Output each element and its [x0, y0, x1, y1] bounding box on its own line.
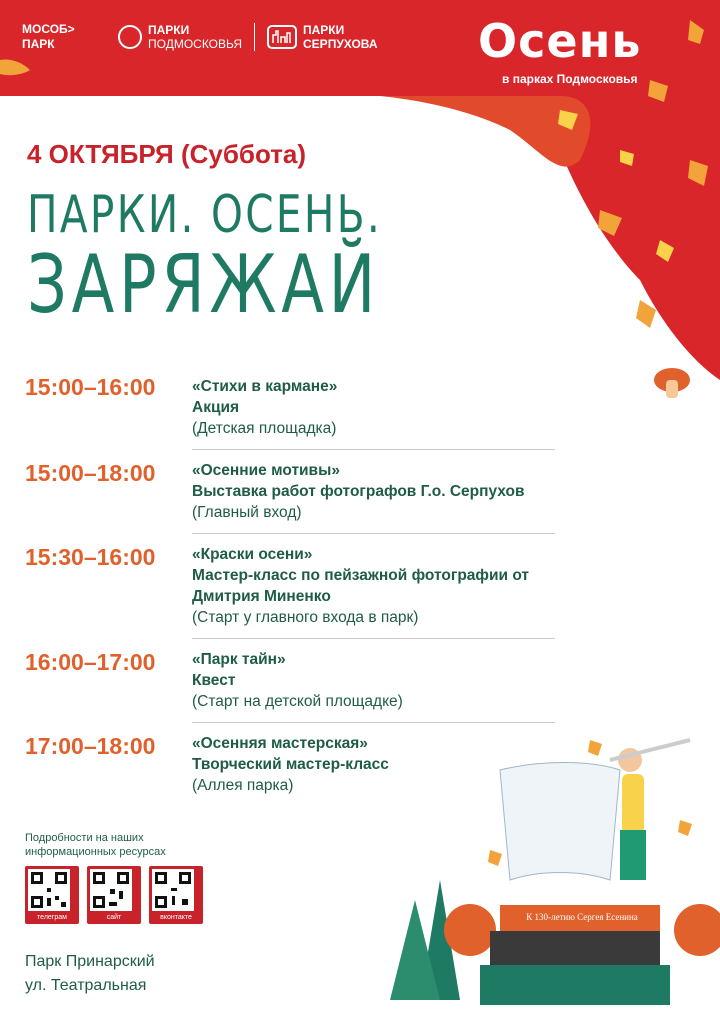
event-title: «Стихи в кармане» — [192, 378, 338, 395]
address — [25, 950, 155, 998]
address-park: Парк Принарский — [25, 953, 155, 970]
event-type: Мастер-класс по пейзажной фотографии от Дмитрия Миненко — [192, 567, 530, 605]
qr-code-icon — [90, 869, 132, 911]
event-type: Квест — [192, 672, 236, 689]
parks-logo-line2: ПОДМОСКОВЬЯ — [148, 37, 243, 51]
event-title: «Краски осени» — [192, 546, 313, 563]
event-time: 15:00–18:00 — [25, 460, 156, 486]
event-time: 15:30–16:00 — [25, 544, 156, 570]
qr-vkontakte[interactable] — [149, 866, 203, 924]
event-place: (Старт на детской площадке) — [192, 693, 403, 710]
city-skyline-icon — [267, 25, 297, 49]
address-street: ул. Театральная — [25, 977, 147, 994]
event-date: 4 ОКТЯБРЯ (Суббота) — [27, 139, 307, 169]
info-resources-title: Подробности на наших информационных ресурсах — [25, 832, 166, 858]
event-place: (Детская площадка) — [192, 420, 337, 437]
event-time: 17:00–18:00 — [25, 733, 156, 759]
qr-code-icon — [152, 869, 194, 911]
osen-subtitle: в парках Подмосковья — [502, 72, 638, 86]
headline-line1: ПАРКИ. ОСЕНЬ. — [27, 185, 383, 245]
qr-codes — [25, 866, 211, 924]
schedule-item — [25, 723, 555, 796]
schedule-item — [25, 639, 555, 722]
headline-line2: ЗАРЯЖАЙ — [27, 238, 381, 331]
parks-podmoskovya-logo — [118, 23, 242, 51]
schedule — [25, 374, 555, 796]
schedule-item — [25, 450, 555, 533]
mosobpark-logo-line2: ПАРК — [22, 37, 55, 51]
event-type: Творческий мастер-класс — [192, 756, 389, 773]
event-title: «Осенняя мастерская» — [192, 735, 368, 752]
qr-label: сайт — [106, 914, 122, 921]
qr-telegram[interactable] — [25, 866, 79, 924]
qr-label: телеграм — [37, 914, 67, 921]
parks-serpukhova-logo — [267, 23, 378, 51]
event-place: (Главный вход) — [192, 504, 302, 521]
parks-logo-line1: ПАРКИ — [148, 23, 190, 37]
serp-logo-line2: СЕРПУХОВА — [303, 37, 378, 51]
event-title: «Парк тайн» — [192, 651, 286, 668]
logo-divider — [254, 23, 255, 51]
book-label: К 130-летию Сергея Есенина — [526, 912, 638, 922]
serp-logo-line1: ПАРКИ — [303, 23, 345, 37]
event-type: Акция — [192, 399, 240, 416]
event-title: «Осенние мотивы» — [192, 462, 340, 479]
event-time: 15:00–16:00 — [25, 374, 156, 400]
qr-code-icon — [28, 869, 70, 911]
schedule-item — [25, 374, 555, 449]
mosobpark-logo-line1: МОСОБ> — [22, 22, 75, 36]
event-place: (Старт у главного входа в парк) — [192, 609, 419, 626]
leaf-icon — [118, 25, 142, 49]
qr-label: вконтакте — [160, 914, 192, 921]
partner-logos — [22, 22, 378, 52]
schedule-item — [25, 534, 555, 638]
qr-site[interactable] — [87, 866, 141, 924]
event-time: 16:00–17:00 — [25, 649, 156, 675]
event-type: Выставка работ фотографов Г.о. Серпухов — [192, 483, 525, 500]
osen-title: Осень — [478, 14, 642, 68]
page-title — [27, 184, 482, 331]
event-place: (Аллея парка) — [192, 777, 294, 794]
mosobpark-logo — [22, 22, 102, 52]
